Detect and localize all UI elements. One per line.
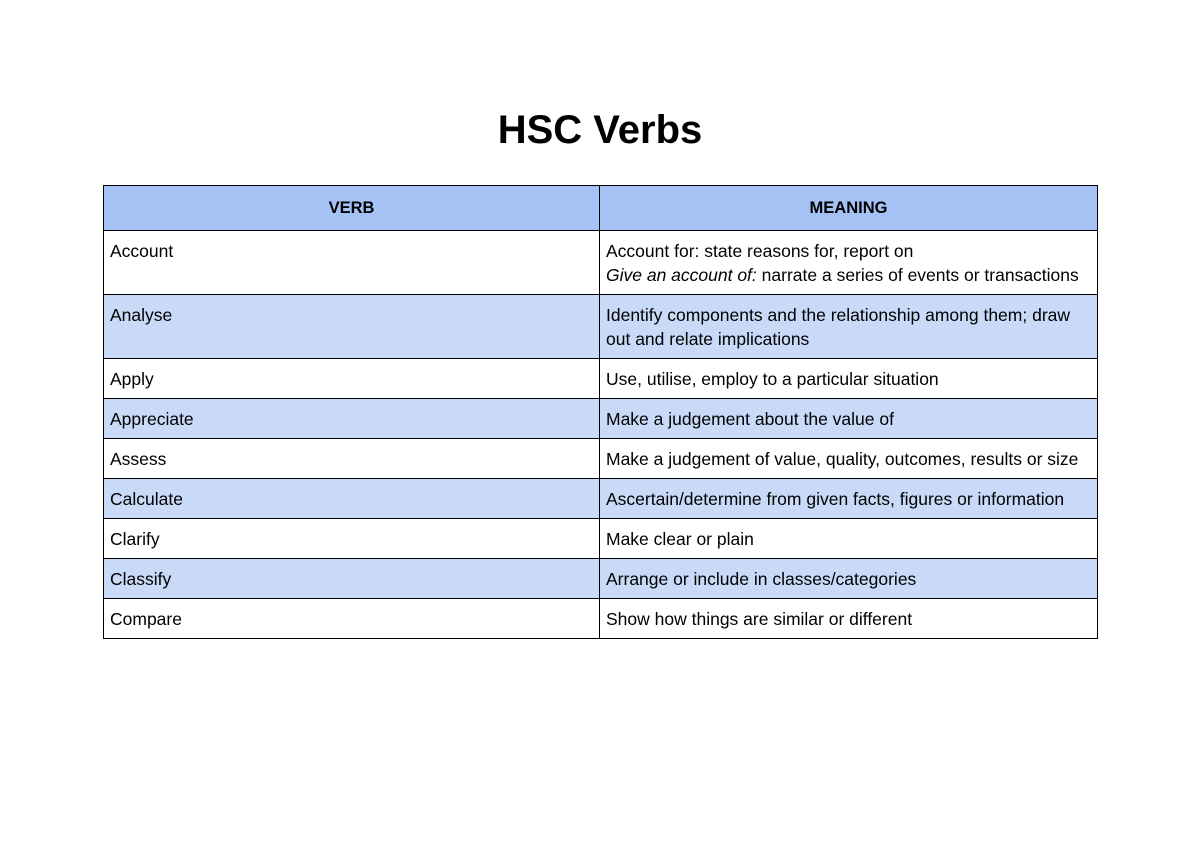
table-row	[104, 519, 1098, 559]
verb-cell: Assess	[104, 439, 600, 479]
table-row	[104, 599, 1098, 639]
meaning-line	[606, 487, 1091, 511]
table-row	[104, 399, 1098, 439]
meaning-cell	[600, 479, 1098, 519]
table-row	[104, 295, 1098, 359]
table-row	[104, 439, 1098, 479]
header-meaning: MEANING	[600, 186, 1098, 231]
verbs-table	[103, 185, 1098, 639]
meaning-cell	[600, 231, 1098, 295]
meaning-text: Identify components and the relationship among them; draw out and relate implications	[606, 305, 1071, 349]
verb-cell: Apply	[104, 359, 600, 399]
meaning-line	[606, 527, 1091, 551]
verb-cell: Calculate	[104, 479, 600, 519]
meaning-cell	[600, 559, 1098, 599]
meaning-text: Show how things are similar or different	[606, 609, 913, 629]
meaning-line	[606, 263, 1091, 287]
meaning-line	[606, 367, 1091, 391]
meaning-text: Account for: state reasons for, report on	[606, 241, 914, 261]
table-row	[104, 231, 1098, 295]
table-row	[104, 359, 1098, 399]
meaning-text: Ascertain/determine from given facts, figures or information	[606, 489, 1065, 509]
meaning-line	[606, 303, 1091, 351]
meaning-cell	[600, 599, 1098, 639]
page-title: HSC Verbs	[497, 108, 703, 152]
meaning-text: Make clear or plain	[606, 529, 754, 549]
verb-cell: Classify	[104, 559, 600, 599]
meaning-line	[606, 239, 1091, 263]
table-body	[104, 231, 1098, 639]
meaning-cell	[600, 359, 1098, 399]
table-row	[104, 559, 1098, 599]
meaning-line	[606, 447, 1091, 471]
verb-cell: Analyse	[104, 295, 600, 359]
table-row	[104, 479, 1098, 519]
meaning-cell	[600, 295, 1098, 359]
header-row	[104, 186, 1098, 231]
meaning-emphasis: Give an account of:	[606, 265, 757, 285]
header-verb: VERB	[104, 186, 600, 231]
verb-cell: Compare	[104, 599, 600, 639]
meaning-line	[606, 567, 1091, 591]
meaning-line	[606, 607, 1091, 631]
meaning-text: Make a judgement of value, quality, outcomes, results or size	[606, 449, 1079, 469]
meaning-text: Make a judgement about the value of	[606, 409, 894, 429]
meaning-line	[606, 407, 1091, 431]
meaning-cell	[600, 519, 1098, 559]
verb-cell: Clarify	[104, 519, 600, 559]
meaning-cell	[600, 399, 1098, 439]
meaning-text: narrate a series of events or transactions	[756, 265, 1079, 285]
meaning-text: Arrange or include in classes/categories	[606, 569, 917, 589]
meaning-text: Use, utilise, employ to a particular situation	[606, 369, 939, 389]
meaning-cell	[600, 439, 1098, 479]
verb-cell: Account	[104, 231, 600, 295]
verb-cell: Appreciate	[104, 399, 600, 439]
